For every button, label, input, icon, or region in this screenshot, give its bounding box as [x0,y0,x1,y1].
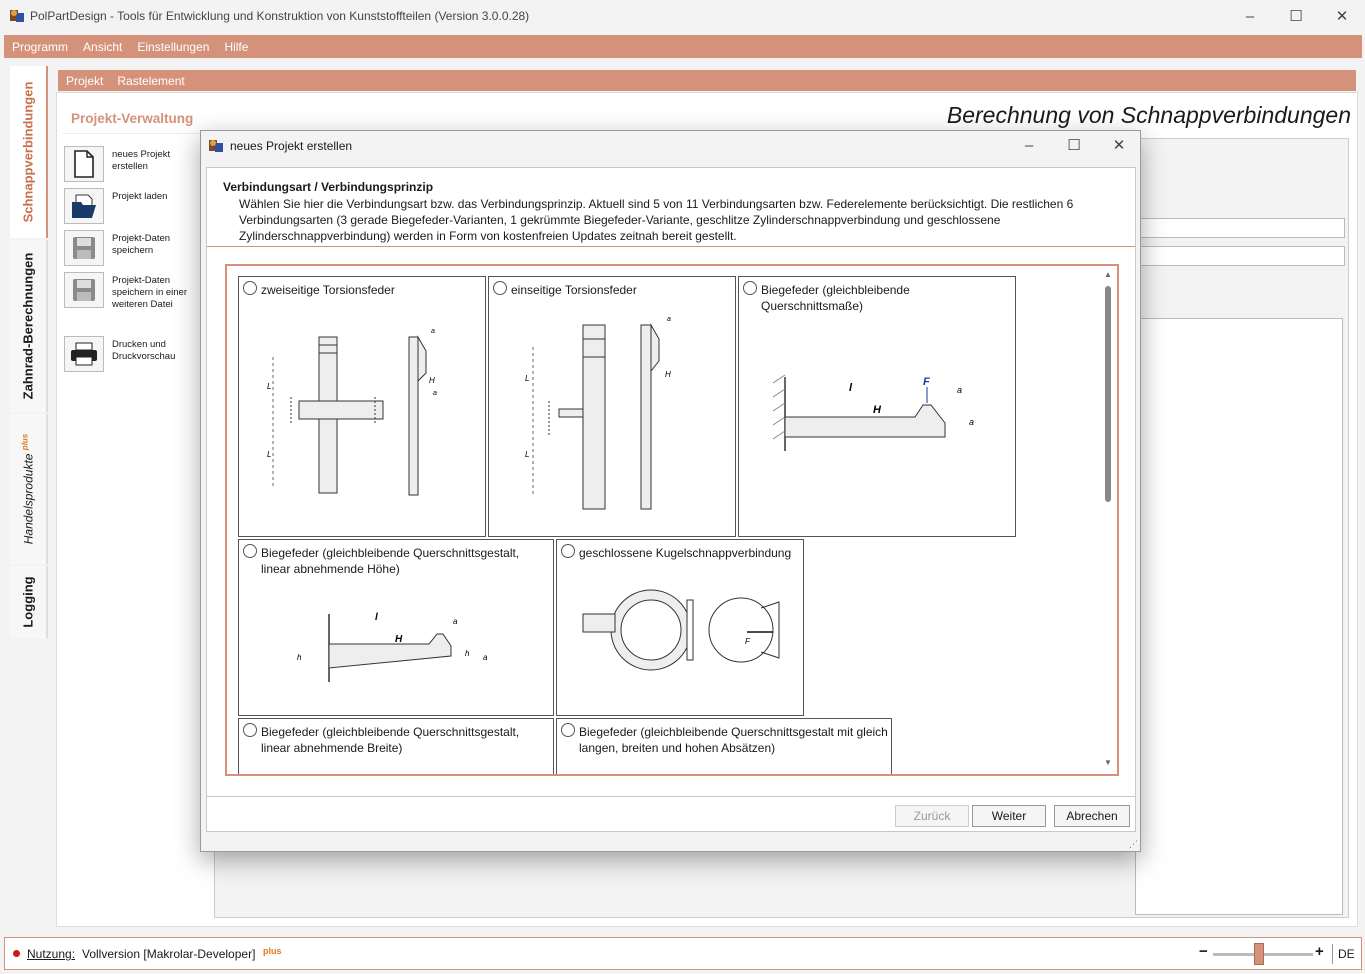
section-description: Wählen Sie hier die Verbindungsart bzw. das Verbindungsprinzip. Aktuell sind 5 von 11 Verbindungsarten bzw. Federelemente berücksichtigt. Die restlichen 6 Verbindungsarten (3 gerade Biegefeder-Varianten, 1 gekrümmte Biegefeder-Variante, geschlitze Zylinderschnappverbindung und geschlossene Zylinderschnappverbindung) werden in Form von kostenfreien Updates zeitnah bereit gestellt. [239,197,1074,243]
input-field-2[interactable] [1135,246,1345,266]
scrollbar-thumb[interactable] [1105,286,1111,502]
tool-label: Projekt-Daten speichern in einer weiteren Datei [112,275,187,310]
scroll-down-icon[interactable]: ▼ [1104,758,1112,767]
svg-text:a: a [969,417,975,427]
zoom-slider-thumb[interactable] [1254,943,1264,965]
option-label: zweiseitige Torsionsfeder [261,283,395,297]
title-bar [0,0,1365,32]
svg-text:a: a [667,317,671,323]
tool-label: neues Projekt erstellen [112,149,171,172]
open-folder-icon [64,188,104,224]
bending-beam-diagram [289,606,509,686]
plus-badge: plus [263,946,282,956]
option-einseitige-torsionsfeder[interactable] [488,276,736,537]
vtab-label: Logging [20,576,36,628]
tool-print[interactable] [64,336,198,376]
option-label: Biegefeder (gleichbleibende Querschnittsgestalt, linear abnehmende Höhe) [261,546,520,576]
dialog-body [206,167,1136,832]
svg-text:L: L [525,450,530,459]
dialog-title: neues Projekt erstellen [230,139,353,153]
status-bar [4,937,1362,970]
new-project-dialog [200,130,1141,852]
sub-menu-bar [58,70,1356,91]
svg-text:a: a [483,653,488,662]
input-field-1[interactable] [1135,218,1345,238]
next-button[interactable]: Weiter [972,805,1046,827]
options-scrollbar[interactable] [1102,270,1114,770]
option-label: geschlossene Kugelschnappverbindung [579,546,792,560]
menu-ansicht[interactable]: Ansicht [83,39,123,54]
radio-button[interactable] [243,723,257,737]
torsion-spring-diagram [509,317,729,517]
dialog-minimize-button[interactable]: – [1024,136,1034,154]
svg-text:H: H [429,376,435,385]
dialog-maximize-button[interactable]: ☐ [1067,137,1081,154]
section-title: Verbindungsart / Verbindungsprinzip [223,180,434,194]
svg-text:l: l [849,382,853,394]
scroll-up-icon[interactable]: ▲ [1104,270,1112,279]
menu-hilfe[interactable]: Hilfe [224,39,249,54]
option-biegefeder-abnehmende-breite[interactable] [238,718,554,776]
option-label: Biegefeder (gleichbleibende Querschnittsgestalt mit gleich langen, breiten und hohen Absätzen) [579,725,888,755]
option-label: einseitige Torsionsfeder [511,283,637,297]
tool-load-project[interactable] [64,188,198,228]
radio-button[interactable] [743,281,757,295]
window-title: PolPartDesign - Tools für Entwicklung und Konstruktion von Kunststoffteilen (Version 3.0.0.28) [30,9,530,23]
vtab-schnappverbindungen[interactable] [10,66,48,238]
svg-text:a: a [433,390,437,397]
svg-text:L: L [267,382,272,391]
svg-text:h: h [297,653,302,662]
svg-text:a: a [453,617,458,626]
option-biegefeder-absaetze[interactable] [556,718,892,776]
svg-text:H: H [665,370,671,379]
option-label: Biegefeder (gleichbleibende Querschnittsgestalt, linear abnehmende Breite) [261,725,520,755]
divider [1332,944,1333,964]
save-icon [64,230,104,266]
tool-label: Drucken und Druckvorschau [112,339,176,362]
tool-label: Projekt laden [112,191,168,202]
minimize-button[interactable]: – [1245,7,1255,25]
radio-button[interactable] [493,281,507,295]
submenu-projekt[interactable]: Projekt [66,73,104,88]
page-heading: Berechnung von Schnappverbindungen [946,102,1351,128]
menu-einstellungen[interactable]: Einstellungen [137,39,210,54]
option-label: Biegefeder (gleichbleibende Querschnittsmaße) [761,283,910,313]
svg-text:F: F [745,637,750,646]
svg-text:L: L [267,450,272,459]
back-button[interactable]: Zurück [895,805,969,827]
svg-text:a: a [957,385,963,395]
zoom-out-icon[interactable]: − [1199,943,1208,960]
submenu-rastelement[interactable]: Rastelement [117,73,185,88]
resize-grip-icon[interactable]: ⋰ [1129,839,1138,849]
dialog-close-button[interactable]: ✕ [1112,137,1126,154]
panel-title: Projekt-Verwaltung [62,104,206,134]
save-as-icon [64,272,104,308]
radio-button[interactable] [243,281,257,295]
vtab-logging[interactable] [10,566,48,638]
ball-snap-diagram [581,580,791,690]
radio-button[interactable] [561,723,575,737]
svg-text:F: F [923,376,930,388]
divider [207,796,1135,797]
option-biegefeder-gleichbleibend[interactable] [738,276,1016,537]
svg-text:a: a [431,328,435,335]
status-dot [13,950,20,957]
svg-text:h: h [465,649,470,658]
tool-save-project[interactable] [64,230,198,270]
svg-text:L: L [525,374,530,383]
bending-beam-diagram [769,367,999,457]
printer-icon [64,336,104,372]
vtab-label: Schnappverbindungen [20,81,36,223]
tool-save-as[interactable] [64,272,198,324]
dialog-app-icon [208,138,224,154]
new-document-icon [64,146,104,182]
app-icon [9,8,25,24]
option-kugelschnappverbindung[interactable] [556,539,804,716]
menu-programm[interactable]: Programm [12,39,69,54]
close-button[interactable]: ✕ [1335,8,1349,25]
radio-button[interactable] [561,544,575,558]
vtab-label: Handelsprodukte $^{plus}$ [20,433,36,545]
cancel-button[interactable]: Abrechen [1054,805,1130,827]
radio-button[interactable] [243,544,257,558]
options-list [225,264,1119,776]
usage-label[interactable]: Nutzung: [27,947,76,961]
torsion-spring-diagram [259,317,479,507]
tool-new-project[interactable] [64,146,198,186]
svg-text:H: H [395,634,403,645]
divider [207,246,1135,247]
vtab-zahnrad[interactable] [10,240,48,412]
result-area [1135,318,1343,915]
maximize-button[interactable]: ☐ [1289,8,1303,25]
option-biegefeder-abnehmende-hoehe[interactable] [238,539,554,716]
tool-label: Projekt-Daten speichern [112,233,171,256]
svg-text:l: l [375,612,378,623]
menu-bar [4,35,1362,58]
vtab-handelsprodukte[interactable] [10,414,48,564]
language-indicator[interactable]: DE [1338,947,1355,961]
zoom-in-icon[interactable]: + [1315,943,1324,960]
option-zweiseitige-torsionsfeder[interactable] [238,276,486,537]
vtab-label: Zahnrad-Berechnungen [20,252,36,400]
usage-value: Vollversion [Makrolar-Developer] [82,947,256,961]
svg-text:H: H [873,404,881,416]
